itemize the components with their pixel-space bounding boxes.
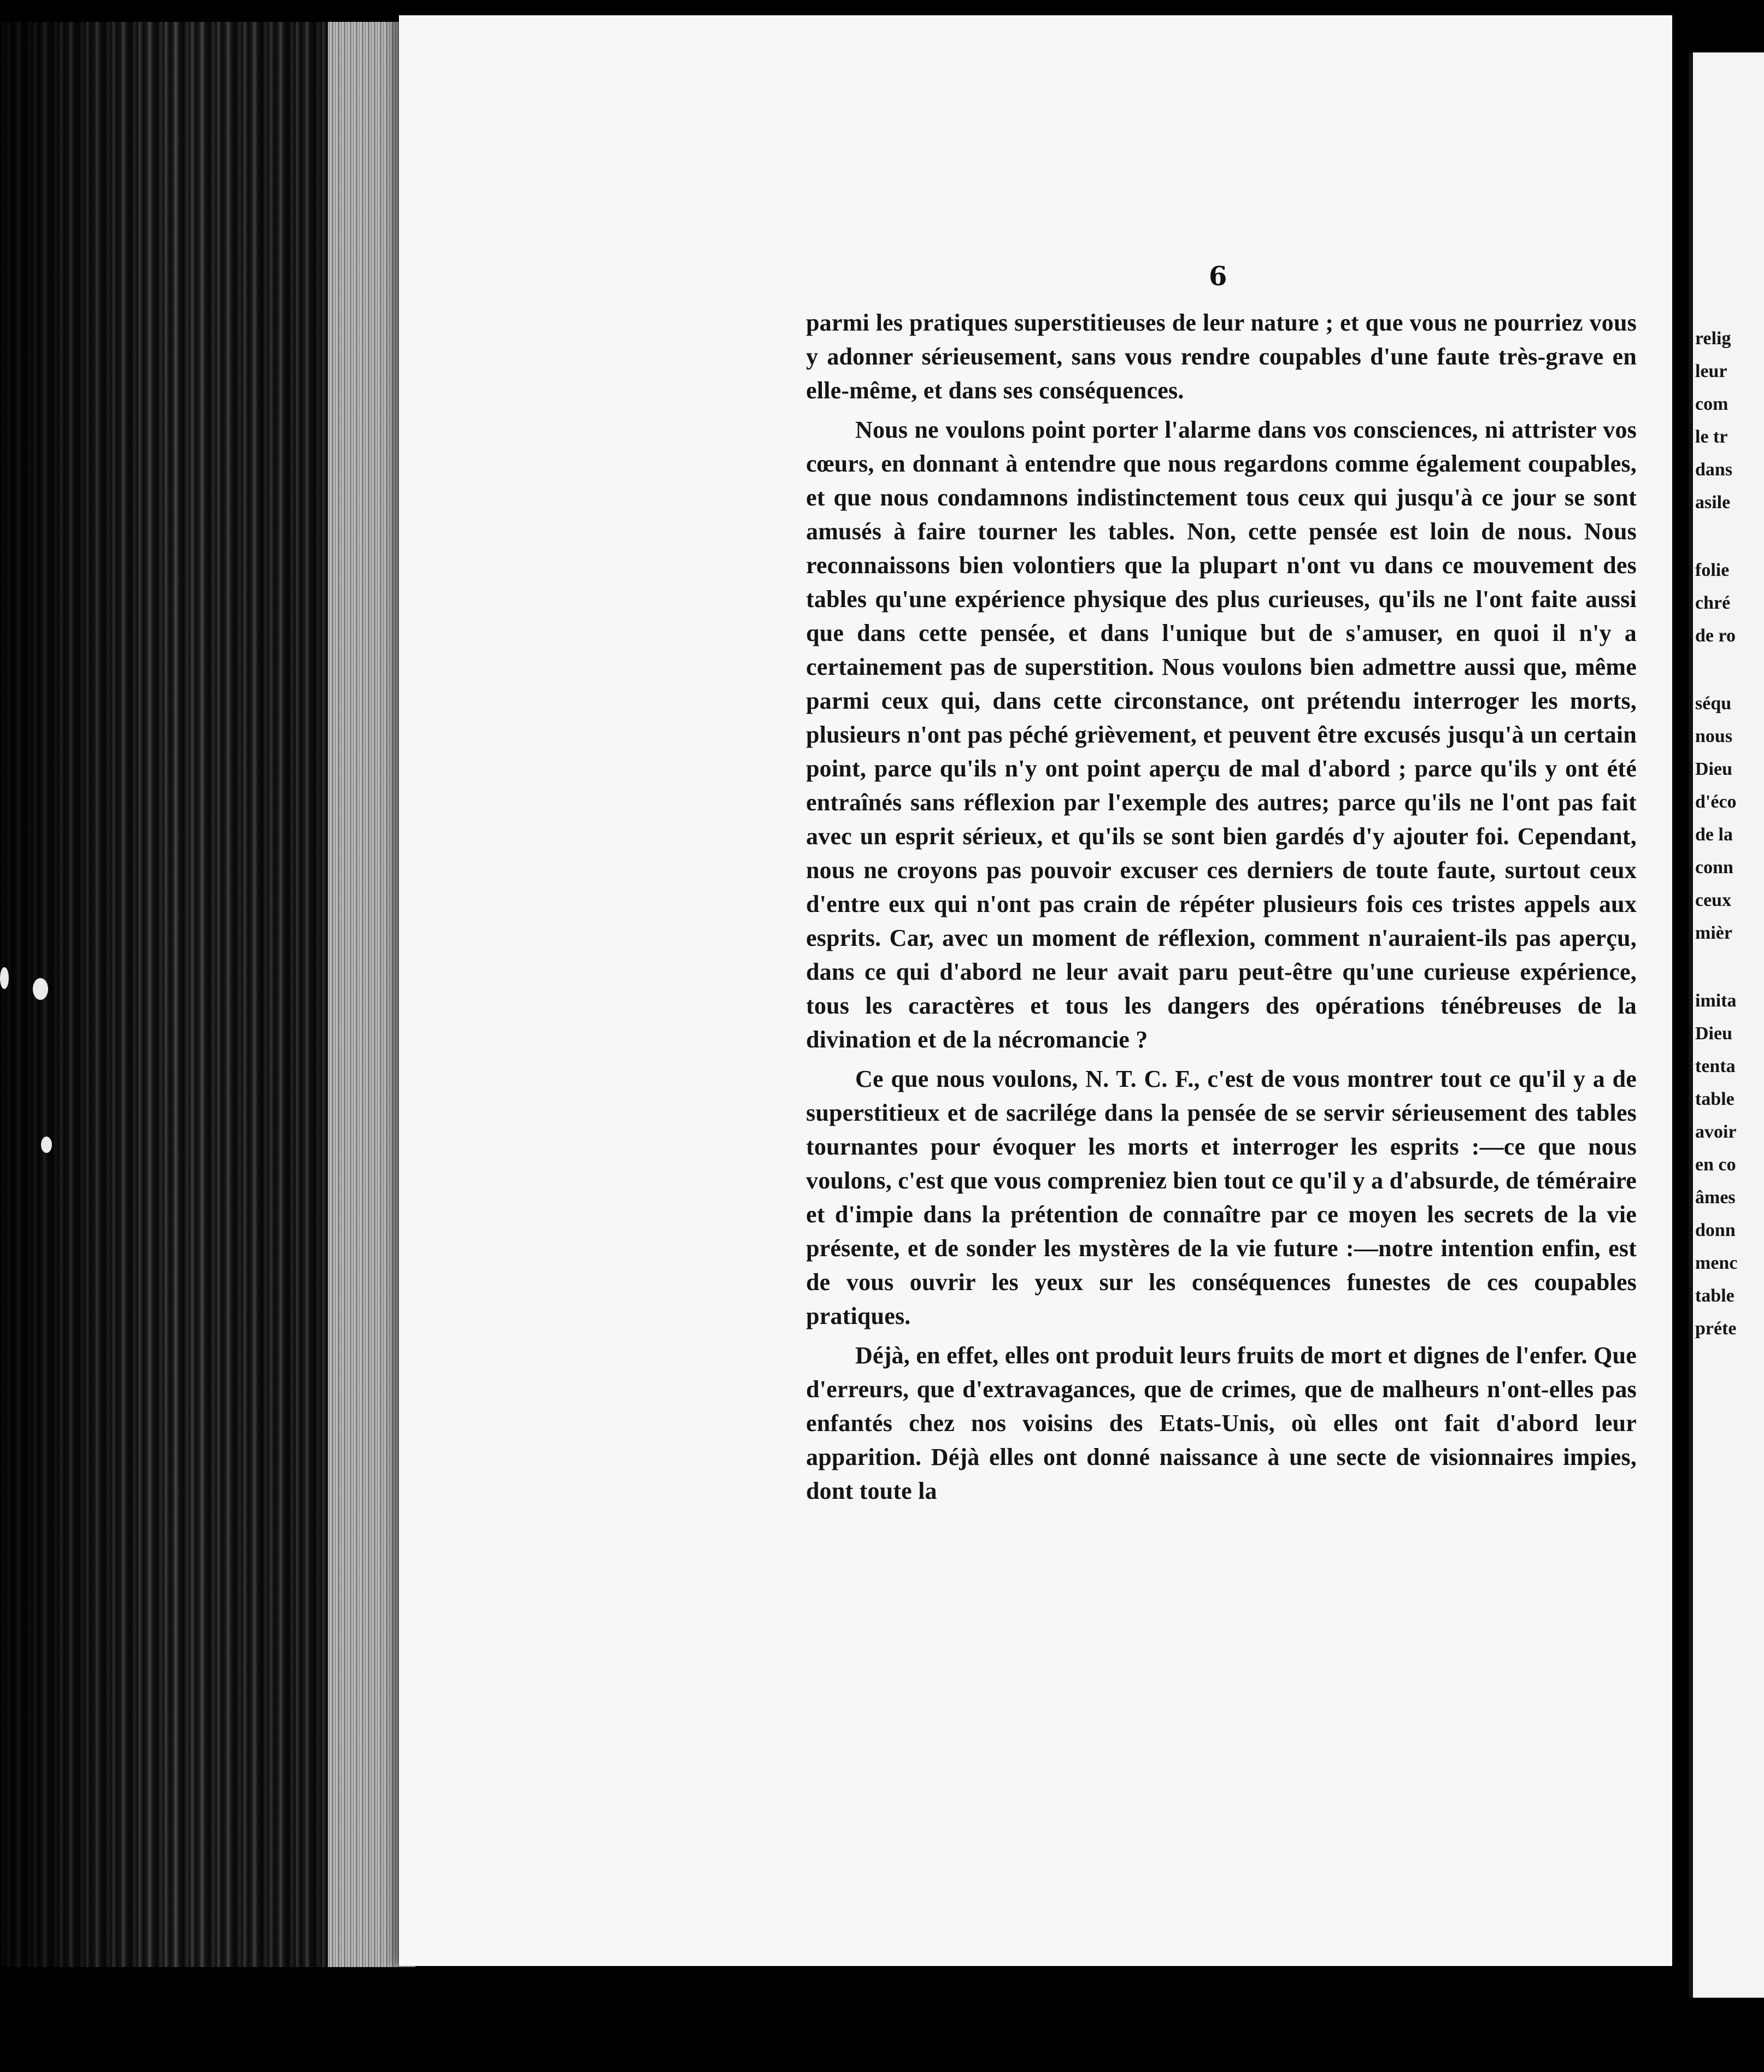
fragment-line: folie xyxy=(1695,560,1730,580)
page-number: 6 xyxy=(1209,261,1227,292)
fragment-line: com xyxy=(1695,394,1728,414)
fragment-line: de ro xyxy=(1695,626,1736,646)
fragment-line: âmes xyxy=(1695,1187,1736,1208)
fragment-line: imita xyxy=(1695,991,1737,1011)
fragment-line: de la xyxy=(1695,825,1733,845)
page-body-text xyxy=(806,306,1637,1514)
paragraph: Nous ne voulons point porter l'alarme dans vos consciences, ni attrister vos cœurs, en donnant à entendre que nous regardons comme également coupables, et que nous condamnons indistinctement tous ceux qui jusqu'à ce jour se sont amusés à faire tourner les tables. Non, cette pensée est loin de nous. Nous reconnaissons bien volontiers que la plupart n'ont vu dans ce mouvement des tables qu'une expérience physique des plus curieuses, qu'ils ne l'ont faite aussi que dans cette pensée, et dans l'unique but de s'amuser, en quoi il n'y a certainement pas de superstition. Nous voulons bien admettre aussi que, même parmi ceux qui, dans cette circonstance, ont prétendu interroger les morts, plusieurs n'ont pas péché grièvement, et peuvent être excusés jusqu'à un certain point, parce qu'ils n'y ont point aperçu de mal d'abord ; parce qu'ils y ont été entraînés sans réflexion par l'exemple des autres; parce qu'ils ne l'ont pas fait avec un esprit sérieux, et qu'ils se sont bien gardés d'y ajouter foi. Cependant, nous ne croyons pas pouvoir excuser ces derniers de toute faute, surtout ceux d'entre eux qui n'ont pas crain de répéter plusieurs fois ces tristes appels aux esprits. Car, avec un moment de réflexion, comment n'auraient-ils pas aperçu, dans ce qui d'abord ne leur avait paru peut-être qu'une curieuse expérience, tous les caractères et tous les dangers des opérations ténébreuses de la divination et de la nécromancie ? xyxy=(806,416,1637,1053)
paragraph: Déjà, en effet, elles ont produit leurs fruits de mort et dignes de l'enfer. Que d'erreurs, que d'extravagances, que de crimes, que de malheurs n'ont-elles pas enfantés chez nos voisins des Etats-Unis, où elles ont fait d'abord leur apparition. Déjà elles ont donné naissance à une secte de visionnaires impies, dont toute la xyxy=(806,1342,1637,1504)
fragment-line: chré xyxy=(1695,593,1731,613)
fragment-gap xyxy=(1695,652,1764,687)
fragment-line: leur xyxy=(1695,361,1727,381)
fragment-line: dans xyxy=(1695,460,1733,480)
fragment-line: ceux xyxy=(1695,890,1732,910)
fragment-line: table xyxy=(1695,1286,1734,1306)
fragment-line: préte xyxy=(1695,1318,1737,1339)
scan-speck xyxy=(0,967,9,989)
paragraph: parmi les pratiques superstitieuses de leur nature ; et que vous ne pourriez vous y adonner sérieusement, sans vous rendre coupables d'une faute très-grave en elle-même, et dans ses conséquences. xyxy=(806,309,1637,404)
fragment-line: d'éco xyxy=(1695,792,1737,812)
fragment-gap xyxy=(1695,519,1764,554)
fragment-line: en co xyxy=(1695,1155,1736,1175)
fragment-line: Dieu xyxy=(1695,759,1732,779)
fragment-line: séqu xyxy=(1695,693,1732,714)
fragment-line: avoir xyxy=(1695,1122,1737,1142)
fragment-gap xyxy=(1695,950,1764,985)
next-page-text-fragment xyxy=(1695,322,1764,1345)
fragment-line: nous xyxy=(1695,726,1733,746)
fragment-line: Dieu xyxy=(1695,1023,1732,1044)
fragment-line: donn xyxy=(1695,1220,1736,1240)
paragraph: Ce que nous voulons, N. T. C. F., c'est de vous montrer tout ce qu'il y a de superstitieux et de sacrilége dans la pensée de se servir sérieusement des tables tournantes pour évoquer les morts et interroger les esprits :—ce que nous voulons, c'est que vous compreniez bien tout ce qu'il y a d'absurde, de téméraire et d'impie dans la prétention de connaître par ce moyen les secrets de la vie présente, et de sonder les mystères de la vie future :—notre intention enfin, est de vous ouvrir les yeux sur les conséquences funestes de ces coupables pratiques. xyxy=(806,1066,1637,1329)
fragment-line: le tr xyxy=(1695,427,1728,447)
page-gutter xyxy=(1689,52,1693,1998)
scan-speck xyxy=(33,978,48,1000)
fragment-line: relig xyxy=(1695,328,1731,349)
fragment-line: conn xyxy=(1695,857,1733,878)
fragment-line: menc xyxy=(1695,1253,1738,1273)
scan-speck xyxy=(41,1137,52,1153)
fragment-line: table xyxy=(1695,1089,1734,1109)
fragment-line: tenta xyxy=(1695,1056,1736,1076)
fragment-line: asile xyxy=(1695,492,1731,513)
fragment-line: mièr xyxy=(1695,923,1732,943)
